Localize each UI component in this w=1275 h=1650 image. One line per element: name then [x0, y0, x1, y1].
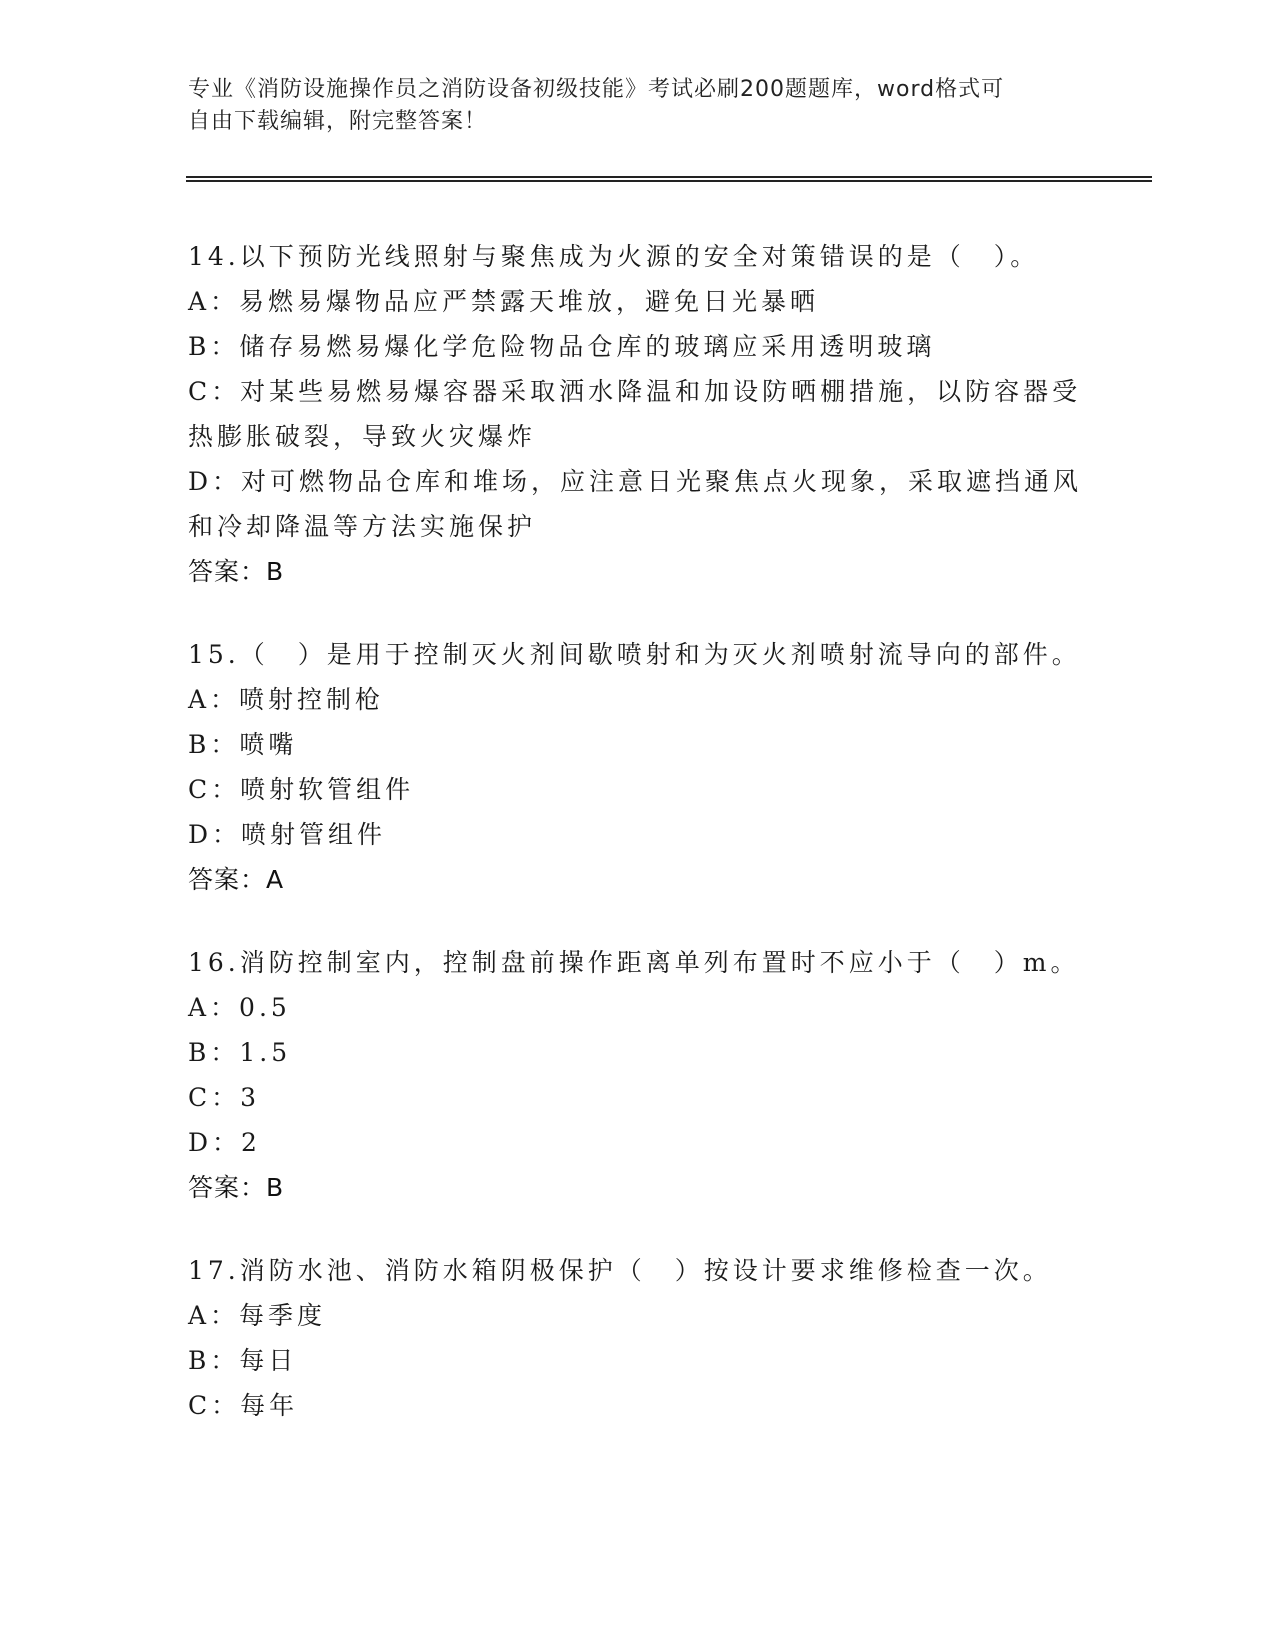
- option-c: C：每年: [188, 1391, 299, 1420]
- option-b: B：每日: [188, 1346, 298, 1375]
- option-b: B：储存易燃易爆化学危险物品仓库的玻璃应采用透明玻璃: [188, 332, 936, 361]
- option-a: A：易燃易爆物品应严禁露天堆放，避免日光暴晒: [188, 287, 820, 316]
- question-list: [188, 234, 1088, 1466]
- header-line-1: 专业《消防设施操作员之消防设备初级技能》考试必刷200题题库，word格式可: [188, 77, 1005, 102]
- header-divider: [186, 176, 1152, 182]
- option-c-continued: 热膨胀破裂，导致火灾爆炸: [188, 422, 537, 451]
- question-stem: 16.消防控制室内，控制盘前操作距离单列布置时不应小于（ ）m。: [188, 948, 1080, 977]
- question-17: [188, 1248, 1088, 1428]
- option-a: A：每季度: [188, 1301, 327, 1330]
- option-b: B：1.5: [188, 1038, 292, 1067]
- question-stem: 15.（ ）是用于控制灭火剂间歇喷射和为灭火剂喷射流导向的部件。: [188, 640, 1081, 669]
- option-c: C：喷射软管组件: [188, 775, 415, 804]
- option-a: A：喷射控制枪: [188, 685, 385, 714]
- question-14: [188, 234, 1088, 594]
- answer: 答案：B: [188, 1173, 285, 1202]
- answer: 答案：A: [188, 865, 285, 894]
- option-c: C：对某些易燃易爆容器采取洒水降温和加设防晒棚措施，以防容器受: [188, 377, 1082, 406]
- option-d: D：对可燃物品仓库和堆场，应注意日光聚焦点火现象，采取遮挡通风: [188, 467, 1083, 496]
- document-header: [188, 74, 1088, 138]
- question-15: [188, 632, 1088, 902]
- question-stem: 14.以下预防光线照射与聚焦成为火源的安全对策错误的是（ ）。: [188, 242, 1040, 271]
- option-d: D：2: [188, 1128, 261, 1157]
- option-d-continued: 和冷却降温等方法实施保护: [188, 512, 537, 541]
- option-b: B：喷嘴: [188, 730, 298, 759]
- question-16: [188, 940, 1088, 1210]
- option-a: A：0.5: [188, 993, 291, 1022]
- option-d: D：喷射管组件: [188, 820, 387, 849]
- answer: 答案：B: [188, 557, 285, 586]
- header-line-2: 自由下载编辑，附完整答案！: [188, 109, 488, 134]
- question-stem: 17.消防水池、消防水箱阴极保护（ ）按设计要求维修检查一次。: [188, 1256, 1052, 1285]
- option-c: C：3: [188, 1083, 261, 1112]
